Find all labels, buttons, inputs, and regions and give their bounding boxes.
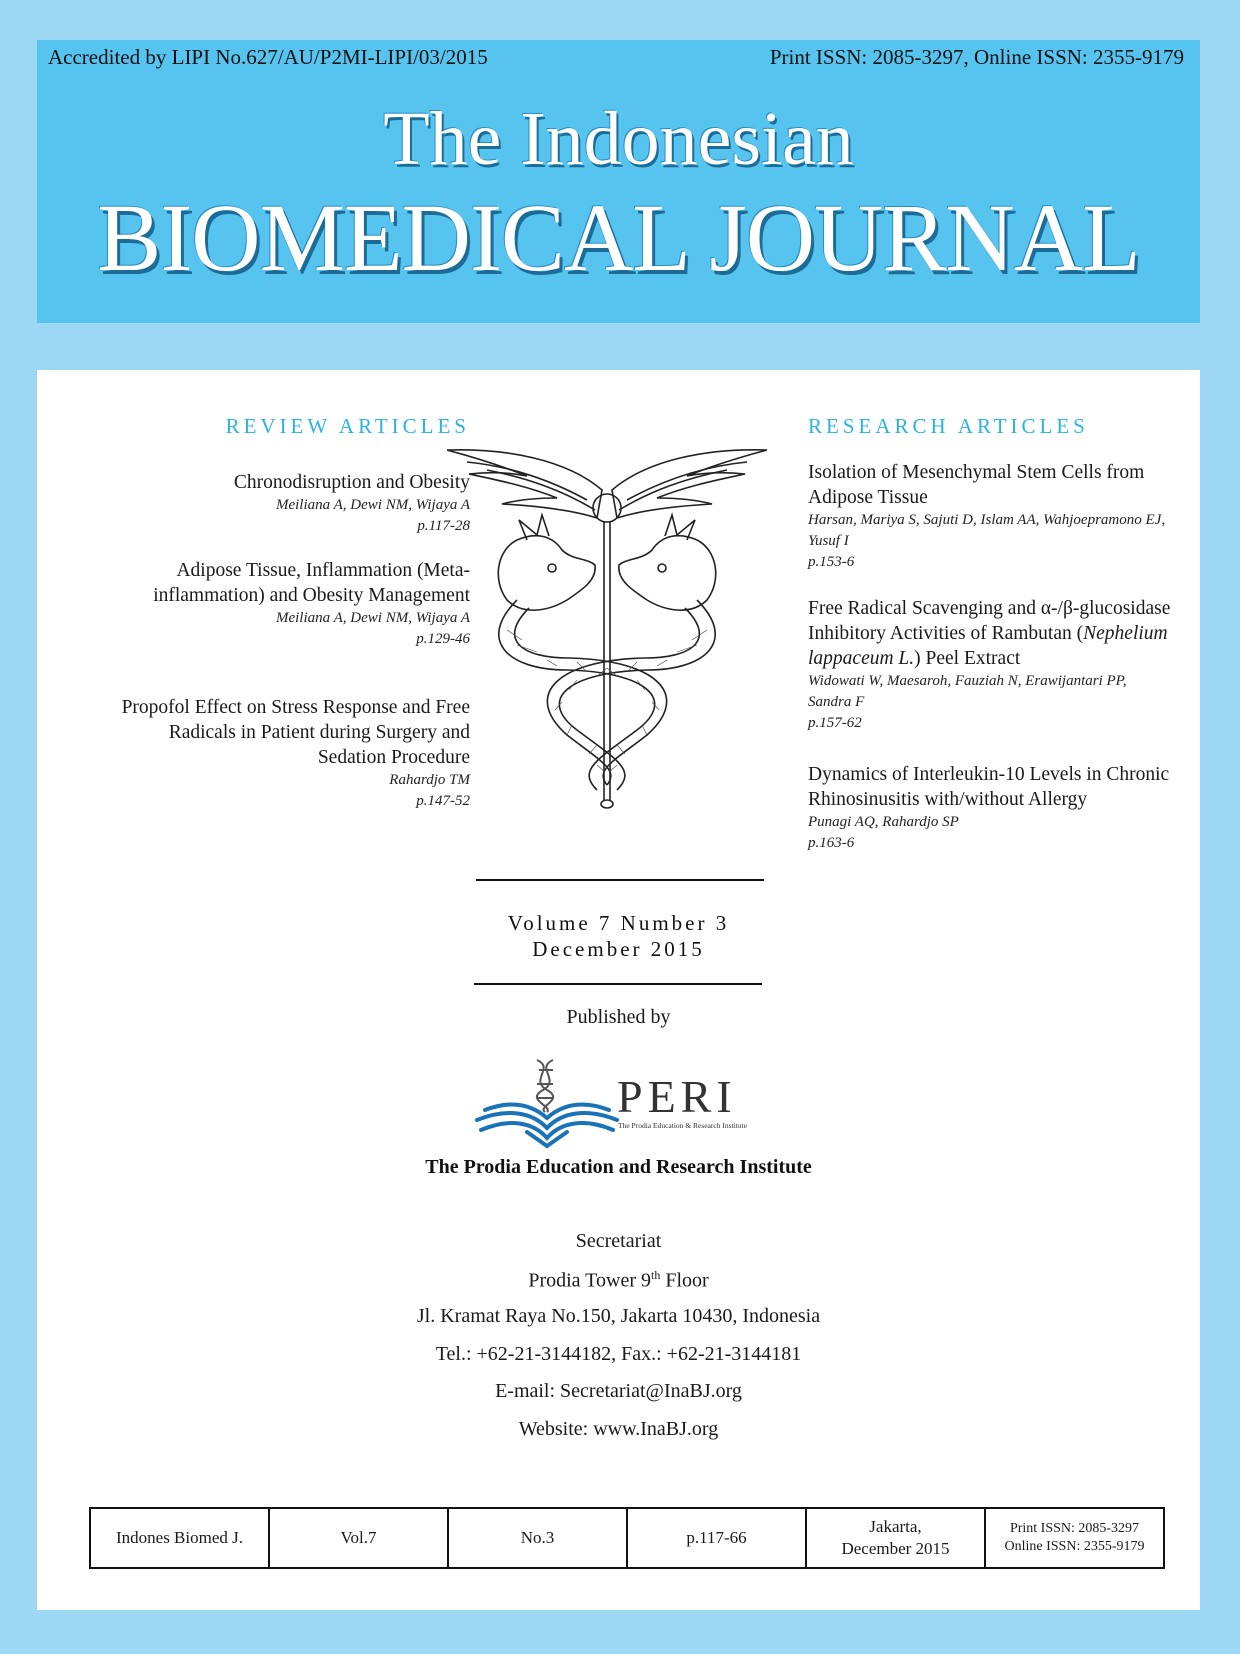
published-by-label: Published by [566,1006,671,1028]
footer-volume: Vol.7 [270,1509,449,1567]
article-pages: p.147-52 [416,793,470,809]
contact-block [37,1230,1200,1455]
article-title: Chronodisruption and Obesity [233,472,470,493]
website-line[interactable]: Website: www.InaBJ.org [518,1417,719,1440]
secretariat-label: Secretariat [575,1230,662,1252]
floor-text: Floor [660,1269,709,1292]
phone-line: Tel.: +62-21-3144182, Fax.: +62-21-3144181 [435,1342,802,1365]
review-articles-heading: REVIEW ARTICLES [225,414,470,438]
article-title: Propofol Effect on Stress Response and Free Radicals in Patient during Surgery and Sedation Procedure [121,697,470,768]
issue-date: December 2015 [532,937,705,961]
article-pages: p.157-62 [808,715,862,731]
divider-bottom [474,983,762,985]
publisher-name: The Prodia Education and Research Institute [425,1156,812,1178]
footer-print-issn: Print ISSN: 2085-3297 [1009,1521,1140,1536]
journal-abbrev: Indones Biomed J. [91,1509,270,1567]
citation-table [89,1507,1165,1569]
divider-top [476,879,764,881]
article-authors: Harsan, Mariya S, Sajuti D, Islam AA, Wahjoepramono EJ, Yusuf I [808,512,1166,549]
caduceus-emblem [447,440,767,820]
research-article[interactable] [808,762,1188,854]
building-text: Prodia Tower 9 [528,1269,651,1292]
footer-issn [986,1509,1163,1567]
footer-pages: p.117-66 [628,1509,807,1567]
article-authors: Meiliana A, Dewi NM, Wijaya A [275,610,470,626]
email-line[interactable]: E-mail: Secretariat@InaBJ.org [495,1380,742,1402]
review-article[interactable] [130,558,470,650]
masthead [37,40,1200,323]
logo-wordmark: PERI [617,1071,737,1122]
address-line: Jl. Kramat Raya No.150, Jakarta 10430, Indonesia [416,1305,821,1327]
article-title: Adipose Tissue, Inflammation (Meta-inflammation) and Obesity Management [153,560,470,606]
footer-date: December 2015 [841,1539,950,1558]
article-pages: p.129-46 [416,631,470,647]
article-authors: Widowati W, Maesaroh, Fauziah N, Erawijantari PP, Sandra F [808,673,1127,710]
issn-text: Print ISSN: 2085-3297, Online ISSN: 2355-9179 [769,45,1184,69]
article-pages: p.163-6 [808,835,855,851]
research-article[interactable] [808,460,1173,573]
article-pages: p.117-28 [417,518,470,534]
building-line [37,1268,1200,1306]
footer-number: No.3 [449,1509,628,1567]
floor-sup: th [650,1267,661,1282]
research-articles-heading: RESEARCH ARTICLES [808,414,1089,438]
logo-subtitle: The Prodia Education & Research Institute [618,1121,747,1130]
footer-online-issn: Online ISSN: 2355-9179 [1004,1539,1145,1554]
journal-title-line1: The Indonesian [383,97,854,181]
article-authors: Punagi AQ, Rahardjo SP [808,814,959,830]
peri-logo [467,1050,767,1150]
article-pages: p.153-6 [808,554,855,570]
journal-title-line2: BIOMEDICAL JOURNAL [97,184,1140,291]
research-article[interactable] [808,596,1173,734]
review-article[interactable] [100,695,470,812]
accreditation-text: Accredited by LIPI No.627/AU/P2MI-LIPI/03/2015 [48,45,488,69]
article-title: Isolation of Mesenchymal Stem Cells from Adipose Tissue [808,462,1145,508]
volume-number: Volume 7 Number 3 [507,911,730,935]
content-panel [37,370,1200,1610]
footer-place-date [807,1509,986,1567]
review-article[interactable] [57,470,470,537]
article-title: Free Radical Scavenging and α-/β-glucosidase Inhibitory Activities of Rambutan (Nephelium lappaceum L.) Peel Extract [808,598,1171,669]
footer-city: Jakarta, [869,1517,922,1536]
article-authors: Rahardjo TM [389,772,470,788]
article-title: Dynamics of Interleukin-10 Levels in Chronic Rhinosinusitis with/without Allergy [808,764,1170,810]
article-authors: Meiliana A, Dewi NM, Wijaya A [275,497,470,513]
